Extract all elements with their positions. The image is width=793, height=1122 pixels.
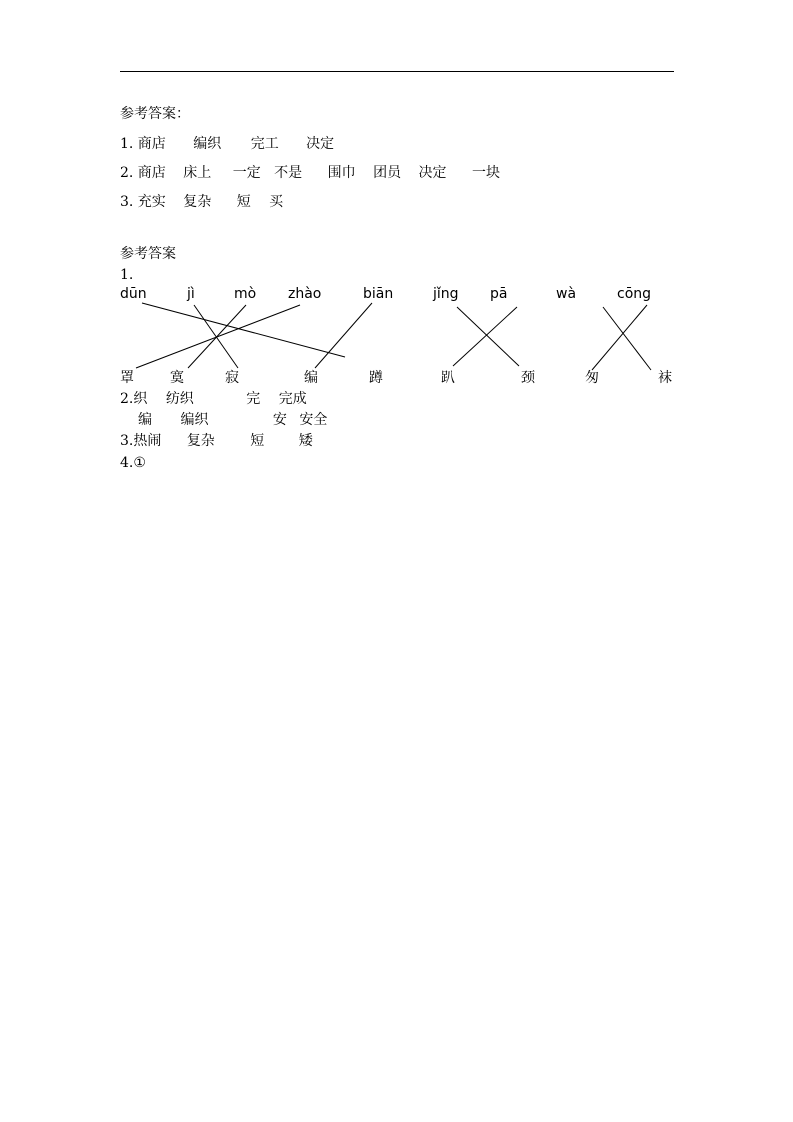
answer-line-3 — [120, 193, 283, 211]
question-1-label: 1. — [120, 267, 134, 283]
char-dun: 蹲 — [369, 370, 383, 386]
pinyin-pa: pā — [490, 286, 508, 302]
word: 3.热闹 — [120, 433, 162, 449]
word: 2.织 — [120, 391, 148, 407]
word: 复杂 — [183, 194, 212, 210]
match-line-ji — [194, 305, 238, 368]
word: 一定 — [232, 165, 261, 181]
word: 不是 — [274, 165, 303, 181]
word: 完成 — [278, 391, 307, 407]
pinyin-cong: cōng — [617, 286, 652, 302]
word: 一块 — [471, 165, 500, 181]
top-rule — [120, 71, 674, 72]
pinyin-dun: dūn — [120, 286, 147, 302]
pinyin-mo: mò — [234, 286, 257, 302]
word: 短 — [236, 194, 251, 210]
match-line-dun — [142, 303, 345, 357]
pinyin-ji: jì — [187, 286, 195, 302]
word: 3. 充实 — [120, 194, 166, 210]
word: 安全 — [299, 412, 328, 428]
question-2-line-2 — [138, 411, 327, 429]
match-line-zhao — [136, 305, 300, 368]
word: 团员 — [373, 165, 402, 181]
char-jing: 颈 — [521, 370, 535, 386]
char-pa: 趴 — [441, 370, 455, 386]
pinyin-bian: biān — [363, 286, 394, 302]
word: 床上 — [183, 165, 212, 181]
pinyin-zhao: zhào — [288, 286, 322, 302]
word: 短 — [250, 433, 265, 449]
word: 复杂 — [186, 433, 215, 449]
word: 纺织 — [165, 391, 194, 407]
word: 2. 商店 — [120, 165, 166, 181]
pinyin-wa: wà — [556, 286, 577, 302]
match-line-wa — [603, 307, 651, 370]
word: 完工 — [250, 136, 279, 152]
word: 安 — [272, 412, 287, 428]
match-line-bian — [315, 303, 372, 368]
word: 完 — [246, 391, 261, 407]
word: 矮 — [298, 433, 313, 449]
match-line-cong — [592, 305, 647, 370]
question-3 — [120, 432, 313, 450]
word: 决定 — [306, 136, 335, 152]
match-line-mo — [188, 305, 246, 368]
word: 编 — [138, 412, 152, 428]
word: 编织 — [180, 412, 209, 428]
word: 1. 商店 — [120, 136, 166, 152]
pinyin-jing: jǐng — [433, 286, 459, 302]
word: 围巾 — [327, 165, 356, 181]
char-cong: 匆 — [585, 370, 599, 386]
word: 编织 — [193, 136, 222, 152]
answer-line-2 — [120, 164, 500, 182]
char-bian: 编 — [304, 370, 318, 386]
answer-heading-1: 参考答案： — [120, 106, 190, 122]
answer-heading-2: 参考答案 — [120, 246, 176, 262]
question-2-line-1 — [120, 390, 307, 408]
char-zhao: 罩 — [120, 370, 134, 386]
match-line-pa — [453, 307, 517, 366]
char-mo: 寞 — [170, 370, 184, 386]
char-ji: 寂 — [225, 370, 239, 386]
word: 买 — [269, 194, 284, 210]
match-line-jing — [457, 307, 519, 366]
word: 决定 — [418, 165, 447, 181]
question-4: 4.① — [120, 455, 146, 471]
char-wa: 袜 — [658, 370, 672, 386]
answer-line-1 — [120, 135, 334, 153]
